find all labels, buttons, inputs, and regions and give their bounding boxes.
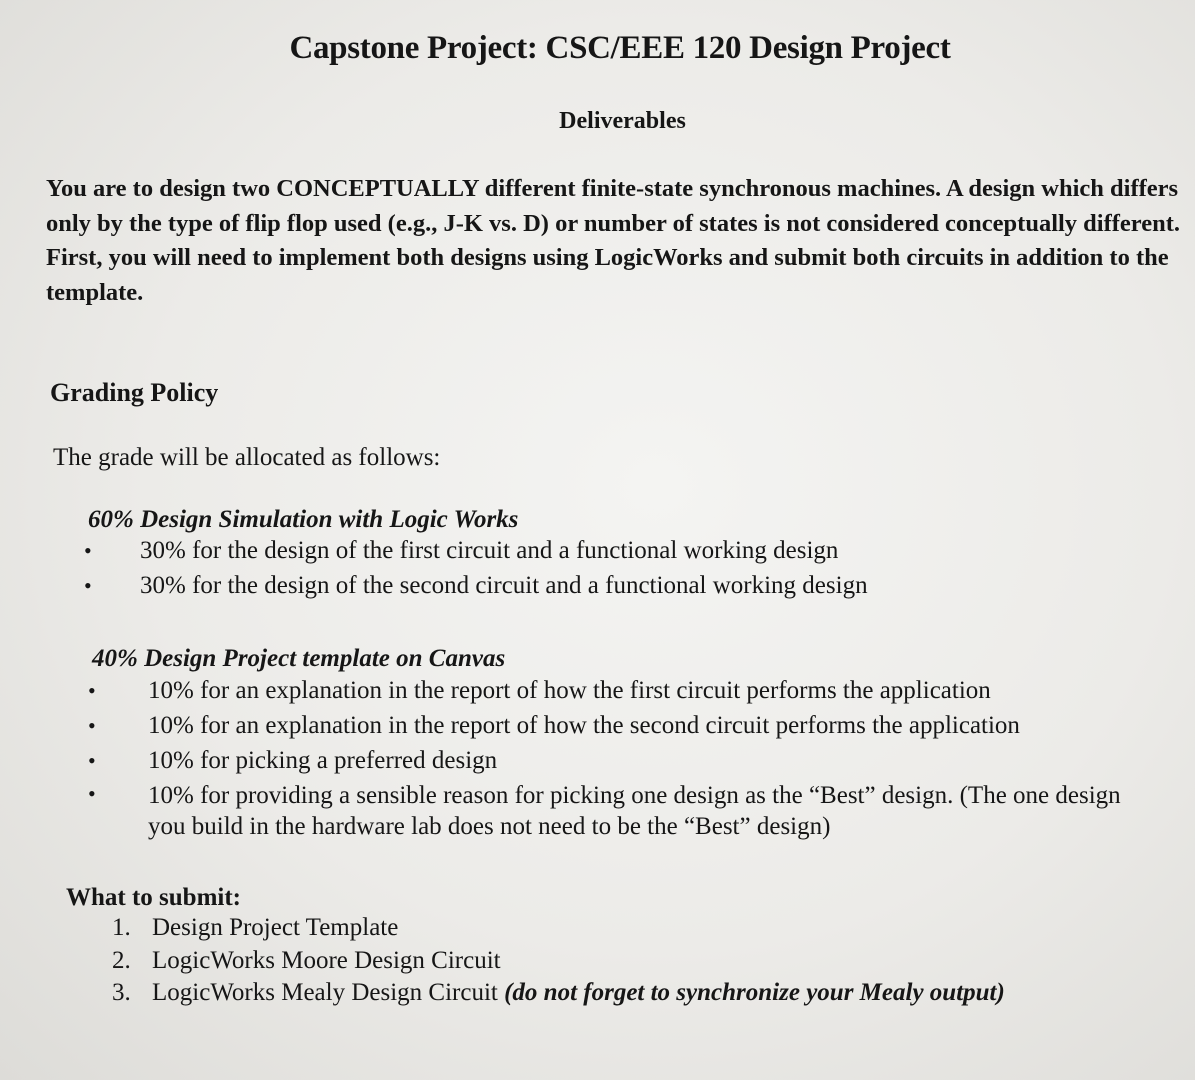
grade-item-list: [88, 673, 1148, 842]
bullet-icon: •: [88, 781, 96, 806]
intro-text: [46, 172, 1191, 310]
submission-item: [112, 945, 1005, 978]
grade-item-list: [84, 534, 868, 603]
grade-item-text: 10% for an explanation in the report of how the second circuit performs the application: [148, 712, 1020, 739]
grade-item-text: 10% for providing a sensible reason for picking one design as the “Best” design. (The one design you build in the hardware lab does not need to be the “Best” design): [148, 782, 1121, 840]
grade-item: [88, 673, 1148, 708]
intro-paragraph: First, you will need to implement both designs using LogicWorks and submit both circuits in addition to the template.: [46, 244, 1169, 306]
grade-item-text: 10% for picking a preferred design: [148, 747, 498, 774]
grade-item: [88, 708, 1148, 743]
grade-item-text: 30% for the design of the first circuit and a functional working design: [140, 537, 839, 564]
grade-item-text: 10% for an explanation in the report of how the first circuit performs the application: [148, 677, 991, 704]
grade-item: [88, 778, 1148, 842]
bullet-icon: •: [84, 538, 92, 563]
submission-heading: What to submit:: [66, 884, 242, 911]
page-title: Capstone Project: CSC/EEE 120 Design Project: [289, 30, 951, 66]
submission-item-text: LogicWorks Mealy Design Circuit: [152, 979, 505, 1006]
submission-item: [112, 912, 1005, 945]
grade-item-text: 30% for the design of the second circuit and a functional working design: [140, 571, 868, 599]
grade-group-simulation: [84, 506, 868, 603]
intro-paragraph: You are to design two CONCEPTUALLY different finite-state synchronous machines. A design which differs only by the type of flip flop used (e.g., J-K vs. D) or number of states is not considered conceptually different.: [46, 175, 1181, 237]
submission-item-text: Design Project Template: [152, 914, 399, 941]
submission-item-text: LogicWorks Moore Design Circuit: [152, 946, 501, 974]
bullet-icon: •: [88, 748, 96, 773]
submission-item: [112, 977, 1005, 1010]
grading-intro: The grade will be allocated as follows:: [53, 444, 441, 471]
bullet-icon: •: [88, 678, 96, 703]
grading-policy-heading: Grading Policy: [50, 378, 219, 407]
bullet-icon: •: [84, 572, 92, 598]
grade-item: [84, 534, 868, 569]
grade-group-title: 60% Design Simulation with Logic Works: [88, 506, 519, 533]
page-subtitle: Deliverables: [559, 108, 686, 134]
grade-group-title: 40% Design Project template on Canvas: [92, 645, 506, 672]
submission-note: (do not forget to synchronize your Mealy output): [504, 979, 1005, 1006]
bullet-icon: •: [88, 713, 96, 738]
submission-section: [66, 884, 1005, 1010]
item-number: 1.: [112, 914, 131, 941]
grade-item: [88, 743, 1148, 778]
item-number: 2.: [112, 946, 131, 974]
item-number: 3.: [112, 979, 131, 1006]
grade-item: [84, 569, 868, 604]
submission-list: [66, 912, 1005, 1010]
grade-group-template: [88, 645, 1148, 842]
